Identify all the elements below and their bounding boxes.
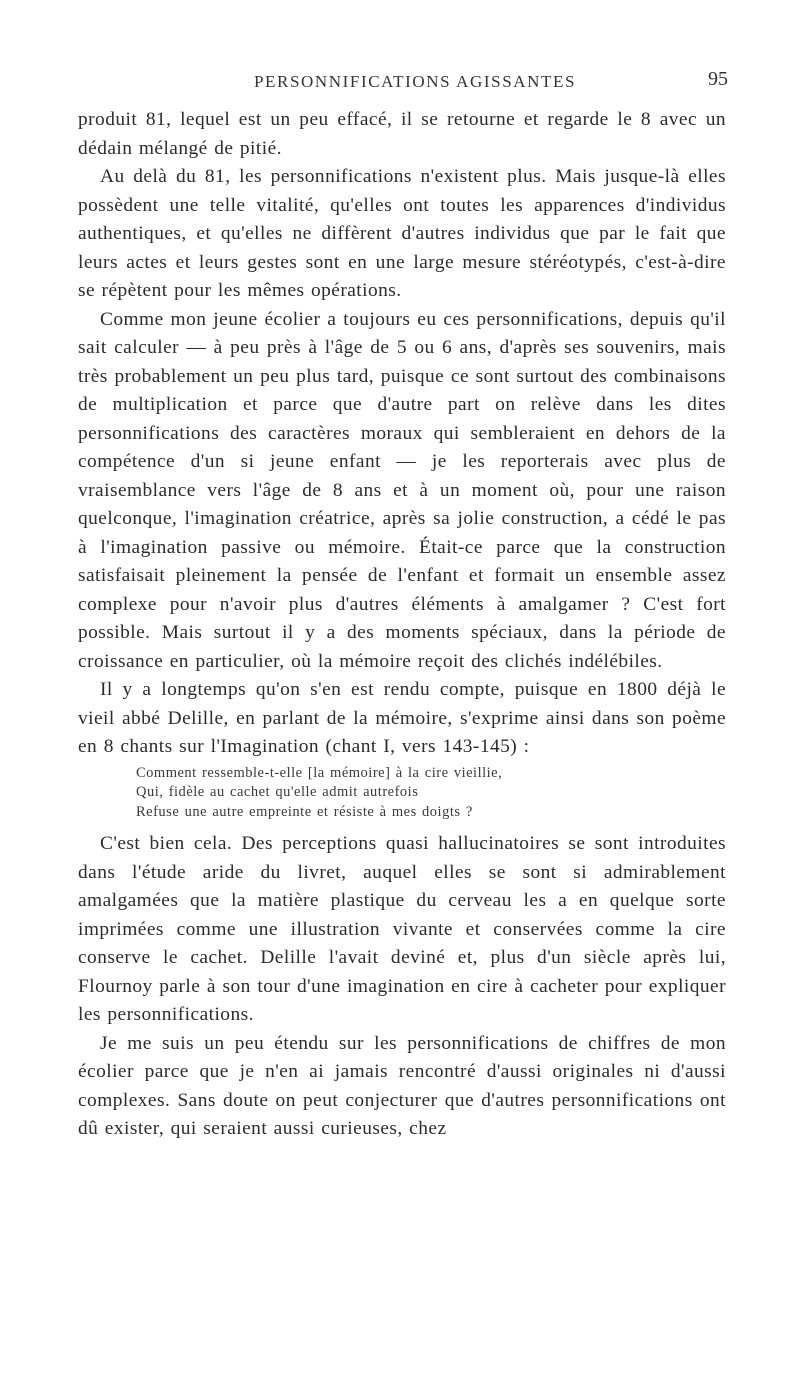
running-header: PERSONNIFICATIONS AGISSANTES [254,72,577,91]
paragraph-3: Comme mon jeune écolier a toujours eu ces personnifications, depuis qu'il sait calculer — à peu près à l'âge de 5 ou 6 ans, d'après ses souvenirs, mais très probablement un peu plus tard, puisque ce sont surtout des combinaisons de multiplication et parce que d'autre part on relève dans les dites personnifications des caractères moraux qui sembleraient en dehors de la compétence d'un si jeune enfant — je les reporterais avec plus de vraisemblance vers l'âge de 8 ans et à un moment où, pour une raison quelconque, l'imagination créatrice, après sa jolie construction, a cédé le pas à l'imagination passive ou mémoire. Était-ce parce que la construction satisfaisait pleinement la pensée de l'enfant et formait un ensemble assez complexe pour n'avoir plus d'autres éléments à amalgamer ? C'est fort possible. Mais surtout il y a des moments spéciaux, dans la période de croissance en particulier, où la mémoire reçoit des clichés indélébiles. [78,308,726,672]
paragraph-6: Je me suis un peu étendu sur les personnifications de chiffres de mon écolier parce que je n'en ai jamais rencontré d'aussi originales ni d'aussi complexes. Sans doute on peut conjecturer que d'autres personnifications ont dû exister, qui seraient aussi curieuses, chez [78,1032,726,1139]
body-text [78,106,726,1144]
verse-line-2: Qui, fidèle au cachet qu'elle admit autrefois [136,784,419,800]
paragraph-2: Au delà du 81, les personnifications n'existent plus. Mais jusque-là elles possèdent une telle vitalité, qu'elles ont toutes les apparences d'individus authentiques, et qu'elles ne diffèrent d'autres individus que par le fait que leurs actes et leurs gestes sont en une large mesure stéréotypés, c'est-à-dire se répètent pour les mêmes opérations. [78,166,726,301]
verse-quote [136,764,726,823]
verse-line-1: Comment ressemble-t-elle [la mémoire] à la cire vieillie, [136,764,503,781]
paragraph-1: produit 81, lequel est un peu effacé, il se retourne et regarde le 8 avec un dédain mélangé de pitié. [78,109,726,159]
verse-line-3: Refuse une autre empreinte et résiste à mes doigts ? [136,803,473,820]
paragraph-5: C'est bien cela. Des perceptions quasi hallucinatoires se sont introduites dans l'étude aride du livret, auquel elles se sont si admirablement amalgamées que la matière plastique du cerveau les a en quelque sorte imprimées comme une illustration vivante et conservées comme la cire conserve le cachet. Delille l'avait deviné et, plus d'un siècle après lui, Flournoy parle à son tour d'une imagination en cire à cacheter pour expliquer les personnifications. [78,833,726,1025]
paragraph-4: Il y a longtemps qu'on s'en est rendu compte, puisque en 1800 déjà le vieil abbé Delille, en parlant de la mémoire, s'exprime ainsi dans son poème en 8 chants sur l'Imagination (chant I, vers 143-145) : [78,679,726,757]
page-number: 95 [708,68,728,90]
